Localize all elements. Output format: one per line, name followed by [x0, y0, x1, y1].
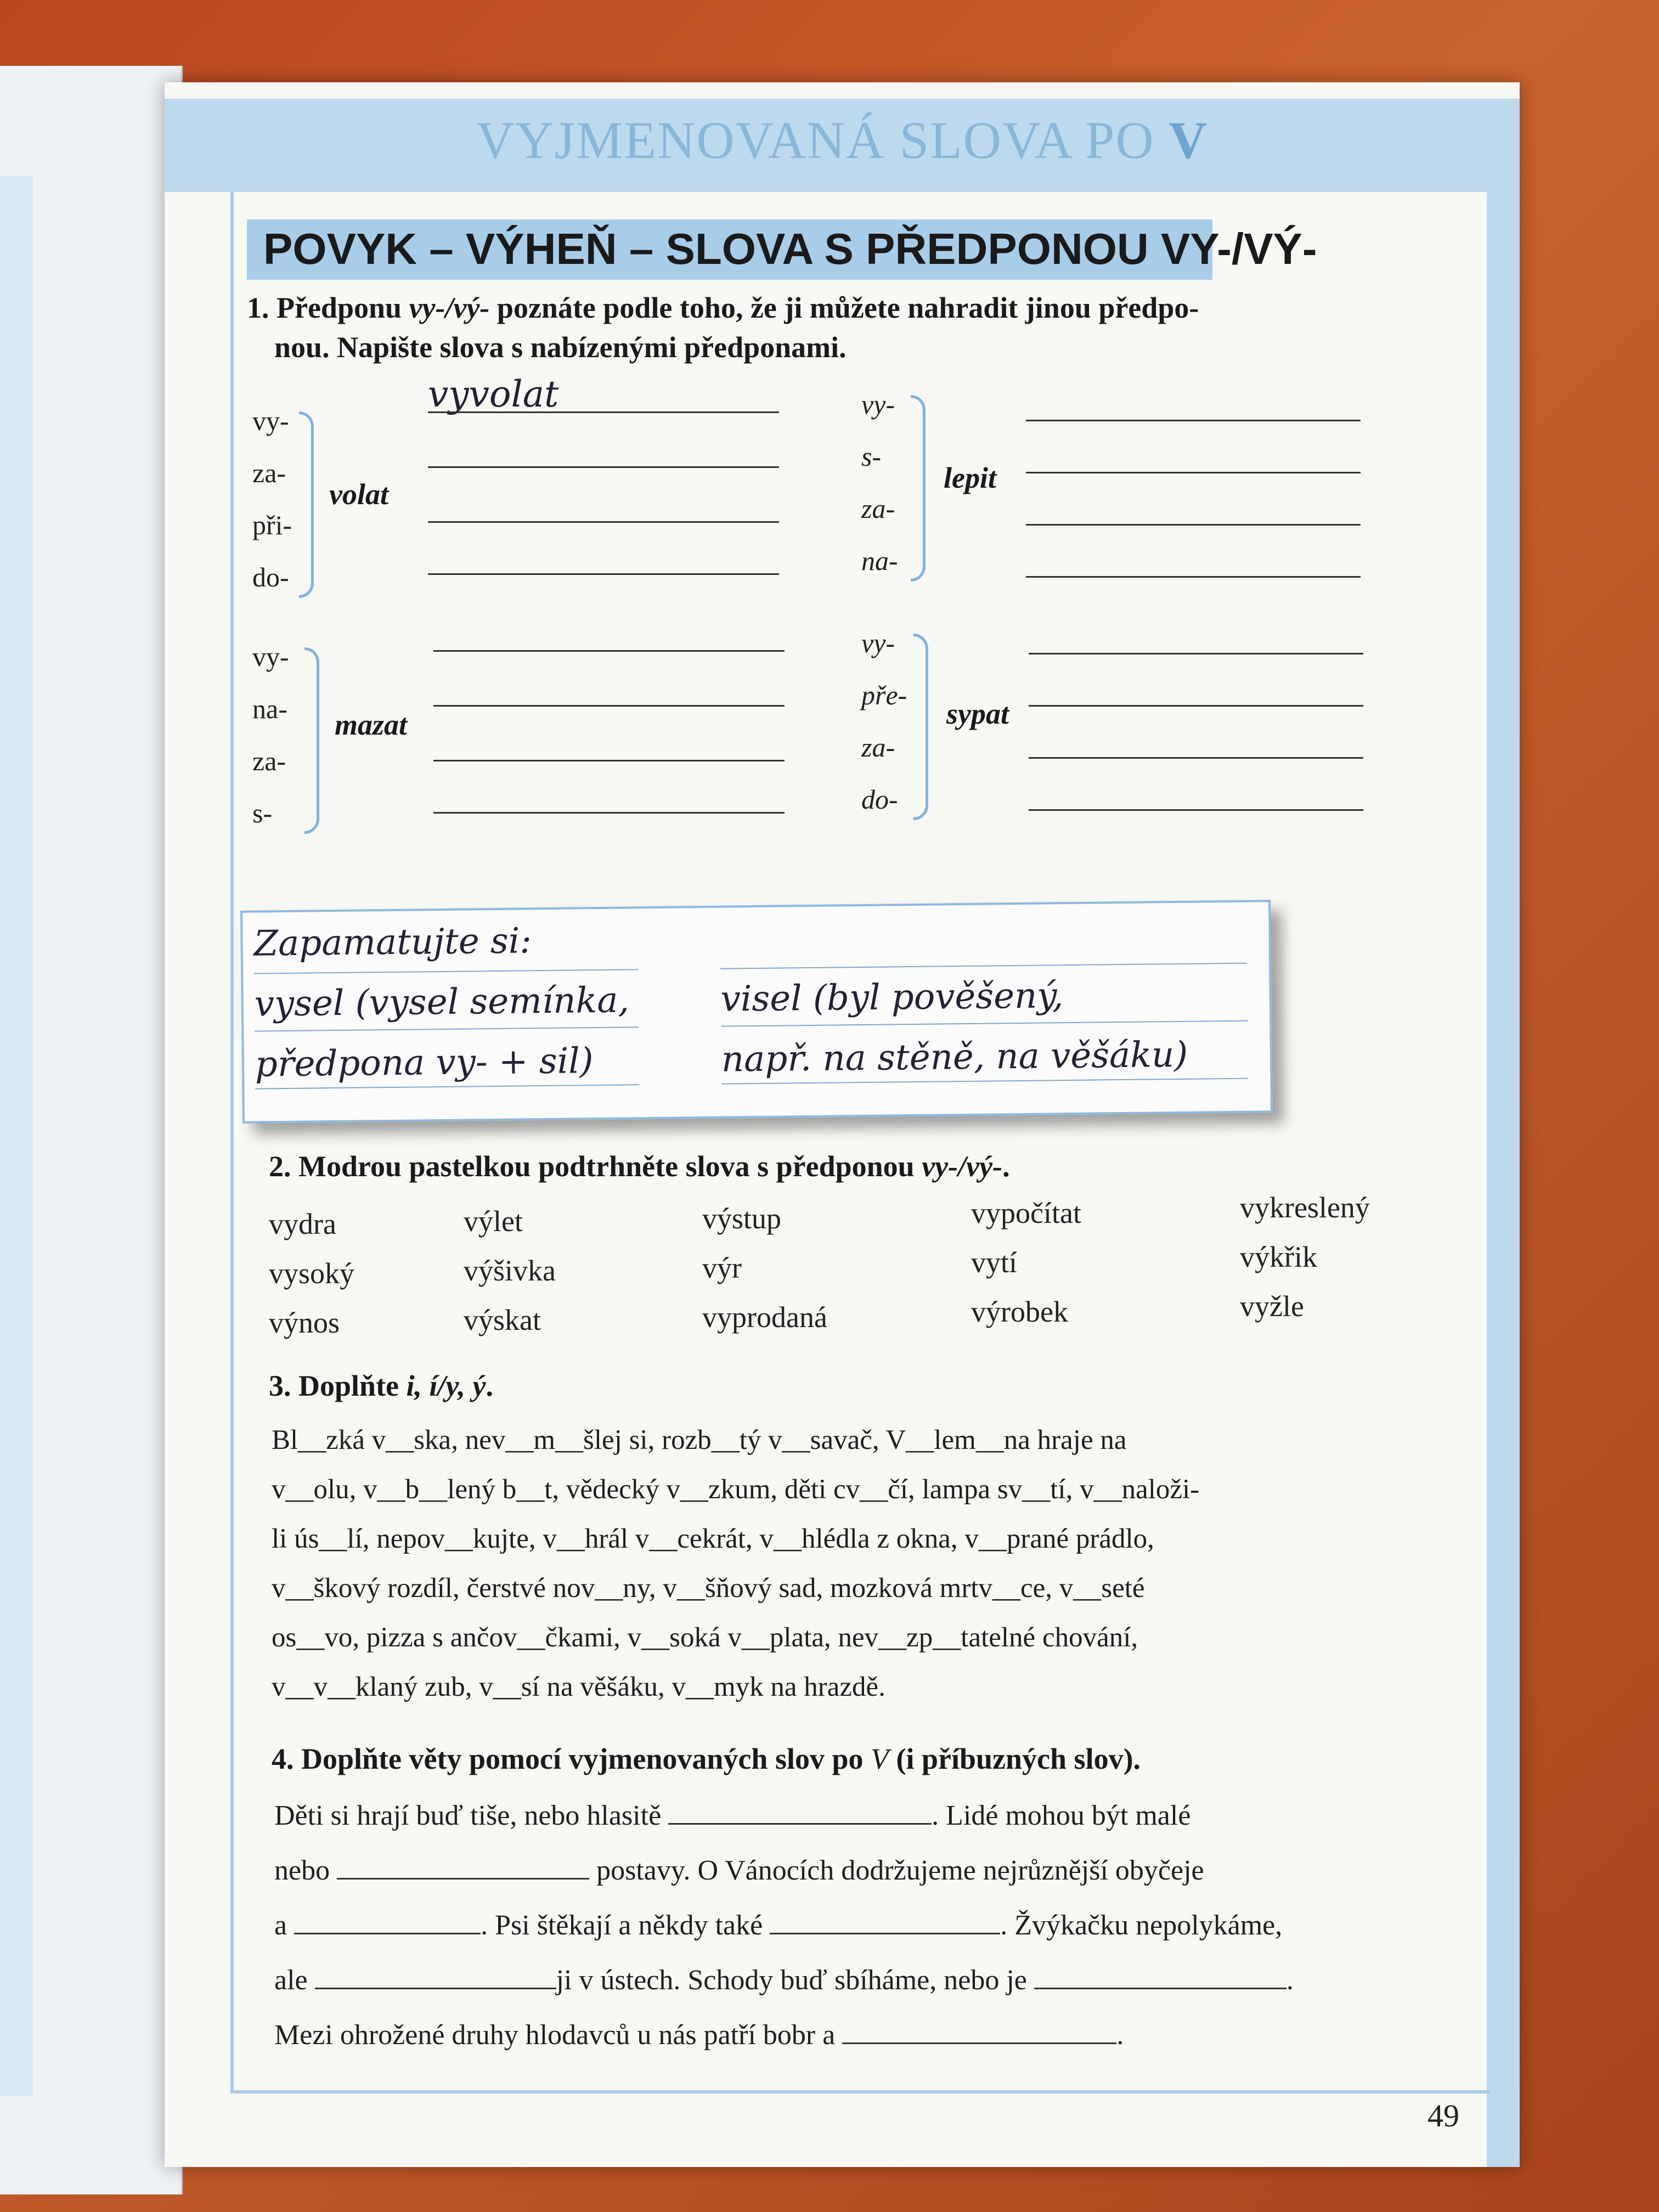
- instruction-part: .: [486, 1369, 493, 1402]
- answer-line[interactable]: [428, 521, 779, 523]
- word-item[interactable]: vydra: [269, 1207, 336, 1240]
- box-rule: [721, 1020, 1248, 1027]
- brace-lepit: [911, 395, 926, 582]
- exercise-4-instruction: [272, 1739, 1141, 1779]
- prefix-list-volat: [252, 395, 292, 603]
- remember-left-line2: předpona vy- + sil): [255, 1041, 594, 1085]
- page-number: 49: [1427, 2098, 1459, 2134]
- sentence-text: ale: [274, 1965, 308, 1996]
- answer-line[interactable]: [428, 411, 779, 413]
- word-item[interactable]: výlet: [464, 1205, 523, 1238]
- section-heading: POVYK – VÝHEŇ – SLOVA S PŘEDPONOU VY-/VÝ-: [263, 224, 1317, 273]
- instruction-italic: vy-/vý-: [409, 291, 490, 324]
- exercise-number: 1.: [247, 291, 269, 324]
- running-title-text: VYJMENOVANÁ SLOVA PO: [476, 111, 1169, 170]
- word-item[interactable]: výskat: [464, 1304, 541, 1336]
- verb-volat: volat: [329, 478, 388, 511]
- box-rule: [720, 963, 1247, 969]
- prefix-list-mazat: [252, 631, 289, 839]
- instruction-part: Doplňte věty pomocí vyjmenovaných slov po: [301, 1742, 871, 1775]
- exercise-3-text: [272, 1415, 1385, 1712]
- brace-sypat: [913, 634, 928, 820]
- instruction-part: .: [1002, 1150, 1010, 1183]
- left-page-stripe: [0, 176, 33, 2096]
- instruction-part: poznáte podle toho, že ji můžete nahradit jinou předpo-: [489, 291, 1199, 324]
- answer-line[interactable]: [1026, 524, 1361, 526]
- answer-line[interactable]: [1029, 757, 1363, 759]
- answer-blank[interactable]: [770, 1911, 1000, 1934]
- right-band: [1487, 192, 1520, 2167]
- prefix-list-sypat: [861, 617, 907, 826]
- sentence-text: .: [1286, 1965, 1294, 1996]
- prefix: vy-: [252, 641, 289, 672]
- answer-blank[interactable]: [294, 1911, 481, 1934]
- answer-blank[interactable]: [668, 1801, 932, 1825]
- word-item[interactable]: výstup: [702, 1202, 782, 1235]
- answer-line[interactable]: [433, 650, 785, 652]
- box-rule: [255, 1084, 639, 1089]
- answer-line[interactable]: [1029, 653, 1363, 654]
- fill-in-line[interactable]: v__škový rozdíl, čerstvé nov__ny, v__šňový sad, mozková mrtv__ce, v__seté: [272, 1573, 1145, 1604]
- exercise-number: 3.: [269, 1369, 291, 1402]
- prefix: za-: [252, 746, 286, 776]
- prefix: za-: [861, 493, 895, 524]
- answer-line[interactable]: [433, 705, 785, 707]
- word-item[interactable]: vyžle: [1240, 1290, 1304, 1323]
- brace-volat: [299, 411, 314, 598]
- sentence-text: Mezi ohrožené druhy hlodavců u nás patří bobr a: [274, 2019, 836, 2051]
- word-item[interactable]: výrobek: [971, 1295, 1068, 1328]
- remember-title: Zapamatujte si:: [253, 921, 532, 964]
- box-rule: [255, 1026, 639, 1031]
- exercise-4-text: [274, 1788, 1388, 2063]
- answer-line[interactable]: [433, 760, 785, 761]
- workbook-page: [165, 82, 1520, 2167]
- sentence-text: . Lidé mohou být malé: [932, 1800, 1191, 1831]
- brace-mazat: [304, 647, 319, 834]
- remember-box: [240, 900, 1273, 1124]
- remember-right-line1: visel (byl pověšený,: [720, 975, 1064, 1020]
- answer-line[interactable]: [1026, 420, 1361, 421]
- word-item[interactable]: vypočítat: [971, 1197, 1081, 1229]
- answer-blank[interactable]: [337, 1856, 589, 1880]
- sentence-text: . Žvýkačku nepolykáme,: [1000, 1910, 1283, 1941]
- prefix: do-: [252, 562, 289, 592]
- word-item[interactable]: výkřik: [1240, 1240, 1317, 1273]
- running-title: [165, 110, 1520, 171]
- answer-line[interactable]: [1026, 472, 1361, 473]
- sentence-text: a: [274, 1910, 287, 1941]
- exercise-number: 4.: [272, 1742, 294, 1775]
- verb-mazat: mazat: [335, 708, 408, 741]
- answer-blank[interactable]: [1034, 1966, 1286, 1989]
- prefix: vy-: [861, 628, 895, 658]
- instruction-part: Modrou pastelkou podtrhněte slova s předponou: [298, 1150, 922, 1183]
- prefix: za-: [861, 732, 895, 763]
- instruction-part: (i příbuzných slov).: [889, 1742, 1141, 1775]
- remember-left-line1: vysel (vysel semínka,: [254, 980, 630, 1025]
- sentence-text: Děti si hrají buď tiše, nebo hlasitě: [274, 1800, 662, 1831]
- answer-line[interactable]: [428, 573, 779, 575]
- instruction-part: Doplňte: [298, 1369, 407, 1402]
- word-item[interactable]: vyprodaná: [702, 1301, 827, 1334]
- answer-line[interactable]: [1026, 576, 1361, 578]
- instruction-part: Předponu: [276, 291, 409, 324]
- running-title-letter: V: [1169, 111, 1208, 170]
- word-item[interactable]: výšivka: [464, 1254, 556, 1287]
- fill-in-line[interactable]: v__v__klaný zub, v__sí na věšáku, v__myk na hrazdě.: [272, 1672, 885, 1702]
- prefix: pře-: [861, 680, 907, 710]
- exercise-3-instruction: [269, 1366, 493, 1406]
- sentence-text: nebo: [274, 1855, 330, 1886]
- handwritten-answer: vyvolat: [428, 373, 559, 415]
- answer-line[interactable]: [433, 812, 785, 814]
- prefix: s-: [252, 798, 273, 828]
- verb-sypat: sypat: [946, 697, 1009, 730]
- word-item[interactable]: vysoký: [269, 1257, 355, 1290]
- word-item[interactable]: výnos: [269, 1306, 340, 1339]
- exercise-2-instruction: [269, 1147, 1010, 1186]
- answer-line[interactable]: [1029, 705, 1363, 707]
- word-item[interactable]: vytí: [971, 1246, 1018, 1279]
- fill-in-line[interactable]: Bl__zká v__ska, nev__m__šlej si, rozb__tý v__savač, V__lem__na hraje na: [272, 1425, 1127, 1455]
- sentence-text: .: [1116, 2019, 1124, 2051]
- answer-line[interactable]: [428, 466, 779, 468]
- exercise-1-instruction: [247, 288, 1465, 367]
- sentence-text: . Psi štěkají a někdy také: [481, 1910, 763, 1941]
- answer-line[interactable]: [1029, 809, 1363, 811]
- instruction-italic: V: [871, 1742, 889, 1775]
- instruction-italic: i, í/y, ý: [406, 1369, 486, 1402]
- box-rule: [254, 969, 638, 974]
- instruction-part: nou. Napište slova s nabízenými předponami.: [274, 331, 847, 364]
- prefix: do-: [861, 784, 898, 815]
- prefix: za-: [252, 458, 286, 488]
- prefix-list-lepit: [861, 379, 898, 587]
- prefix: vy-: [861, 389, 895, 420]
- instruction-italic: vy-/vý-: [922, 1150, 1003, 1183]
- answer-blank[interactable]: [315, 1966, 556, 1989]
- prefix: s-: [861, 441, 882, 472]
- word-item[interactable]: vykreslený: [1240, 1191, 1370, 1224]
- word-item[interactable]: výr: [702, 1251, 742, 1284]
- sentence-text: postavy. O Vánocích dodržujeme nejrůznější obyčeje: [596, 1855, 1204, 1886]
- fill-in-line[interactable]: li ús__lí, nepov__kujte, v__hrál v__cekrát, v__hlédla z okna, v__prané prádlo,: [272, 1523, 1154, 1554]
- remember-right-line2: např. na stěně, na věšáku): [721, 1034, 1188, 1080]
- fill-in-line[interactable]: os__vo, pizza s ančov__čkami, v__soká v__plata, nev__zp__tatelné chování,: [272, 1622, 1138, 1653]
- fill-in-line[interactable]: v__olu, v__b__lený b__t, vědecký v__zkum, děti cv__čí, lampa sv__tí, v__naloži-: [272, 1474, 1200, 1505]
- sentence-text: ji v ústech. Schody buď sbíháme, nebo je: [556, 1965, 1027, 1996]
- prefix: vy-: [252, 405, 289, 436]
- prefix: na-: [252, 693, 287, 724]
- left-page-edge: [0, 66, 183, 2194]
- verb-lepit: lepit: [944, 461, 996, 494]
- prefix: při-: [252, 510, 292, 540]
- prefix: na-: [861, 545, 898, 576]
- exercise-number: 2.: [269, 1150, 291, 1183]
- answer-blank[interactable]: [842, 2021, 1116, 2044]
